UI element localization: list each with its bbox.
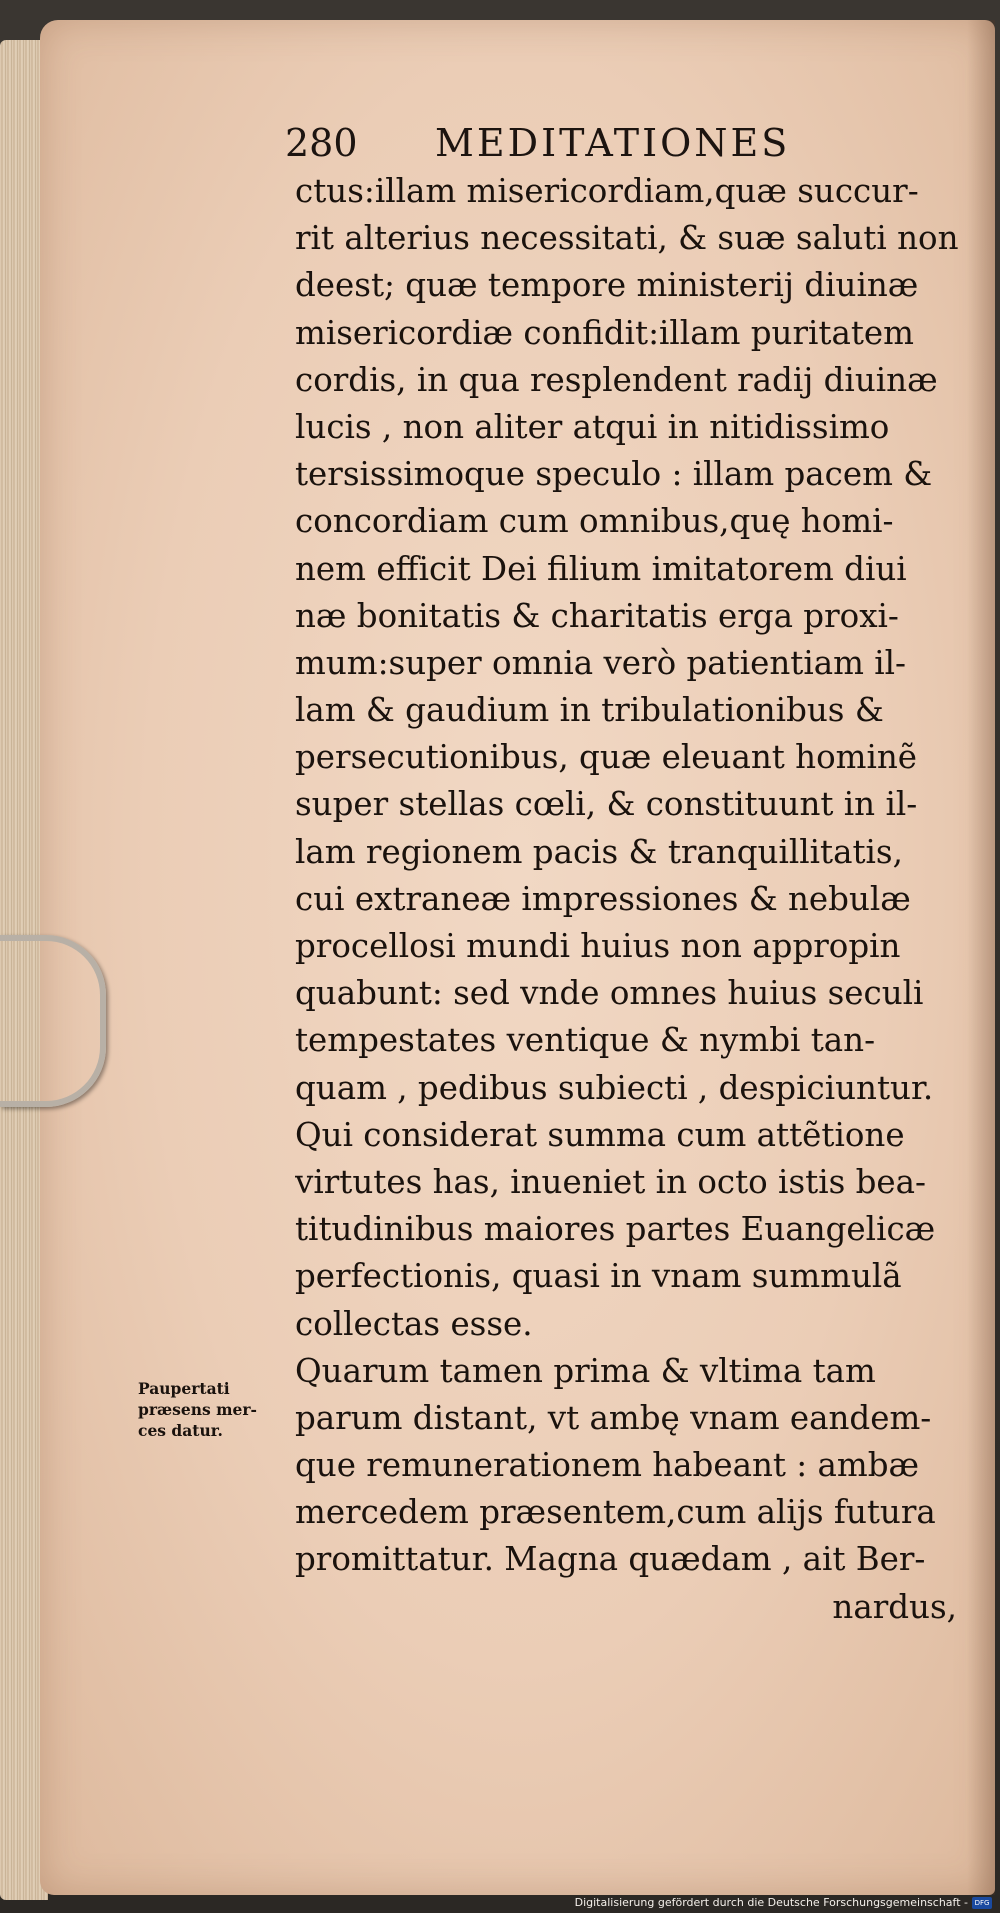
text-line: tempestates ventique & nymbi tan- [295, 1021, 876, 1060]
text-line: promittatur. Magna quædam , ait Ber- [295, 1540, 926, 1579]
text-line: deest; quæ tempore ministerij diuinæ [295, 266, 919, 305]
gutter-shadow [967, 20, 995, 1895]
digitization-footer [575, 1895, 992, 1911]
running-title: MEDITATIONES [435, 121, 791, 165]
text-line: lam & gaudium in tribulationibus & [295, 691, 884, 730]
text-line-catchword: nardus, [832, 1587, 957, 1626]
marginal-note [138, 1378, 308, 1441]
marginal-note-line: præsens mer- [138, 1400, 257, 1419]
dfg-logo-icon: DFG [972, 1897, 992, 1909]
text-line: perfectionis, quasi in vnam summulã [295, 1257, 902, 1296]
text-line: misericordiæ confidit:illam puritatem [295, 313, 914, 352]
marginal-note-line: Paupertati [138, 1379, 230, 1398]
text-line: parum distant, vt ambę vnam eandem- [295, 1398, 932, 1437]
text-line: lucis , non aliter atqui in nitidissimo [295, 407, 890, 446]
text-line: titudinibus maiores partes Euangelicæ [295, 1210, 936, 1249]
text-line: cordis, in qua resplendent radij diuinæ [295, 360, 938, 399]
body-text [295, 168, 965, 1631]
page-number: 280 [285, 121, 358, 165]
running-head [285, 118, 985, 168]
text-line: mum:super omnia verò patientiam il- [295, 643, 907, 682]
text-line: næ bonitatis & charitatis erga proxi- [295, 596, 899, 635]
text-line: persecutionibus, quæ eleuant hominẽ [295, 738, 918, 777]
text-line: nem efficit Dei filium imitatorem diui [295, 549, 907, 588]
text-line: quam , pedibus subiecti , despiciuntur. [295, 1068, 934, 1107]
text-line: procellosi mundi huius non appropin [295, 927, 901, 965]
text-line: concordiam cum omnibus,quę homi- [295, 502, 894, 541]
text-line: tersissimoque speculo : illam pacem & [295, 455, 933, 494]
text-line: Quarum tamen prima & vltima tam [295, 1351, 876, 1390]
text-line: que remunerationem habeant : ambæ [295, 1446, 920, 1485]
text-line: mercedem præsentem,cum alijs futura [295, 1493, 936, 1532]
text-line: virtutes has, inueniet in octo istis bea- [295, 1162, 926, 1201]
marginal-note-line: ces datur. [138, 1421, 223, 1440]
text-line: collectas esse. [295, 1304, 533, 1343]
text-line: rit alterius necessitati, & suæ saluti non [295, 219, 959, 258]
text-line: quabunt: sed vnde omnes huius seculi [295, 974, 924, 1013]
text-line: ctus:illam misericordiam,quæ succur- [295, 172, 919, 210]
text-line: cui extraneæ impressiones & nebulæ [295, 879, 911, 918]
text-line: lam regionem pacis & tranquillitatis, [295, 832, 903, 871]
page-clip [0, 935, 106, 1107]
footer-credit: Digitalisierung gefördert durch die Deutsche Forschungsgemeinschaft - [574, 1896, 968, 1909]
text-line: Qui considerat summa cum attẽtione [295, 1115, 905, 1154]
text-line: super stellas cœli, & constituunt in il- [295, 785, 918, 824]
